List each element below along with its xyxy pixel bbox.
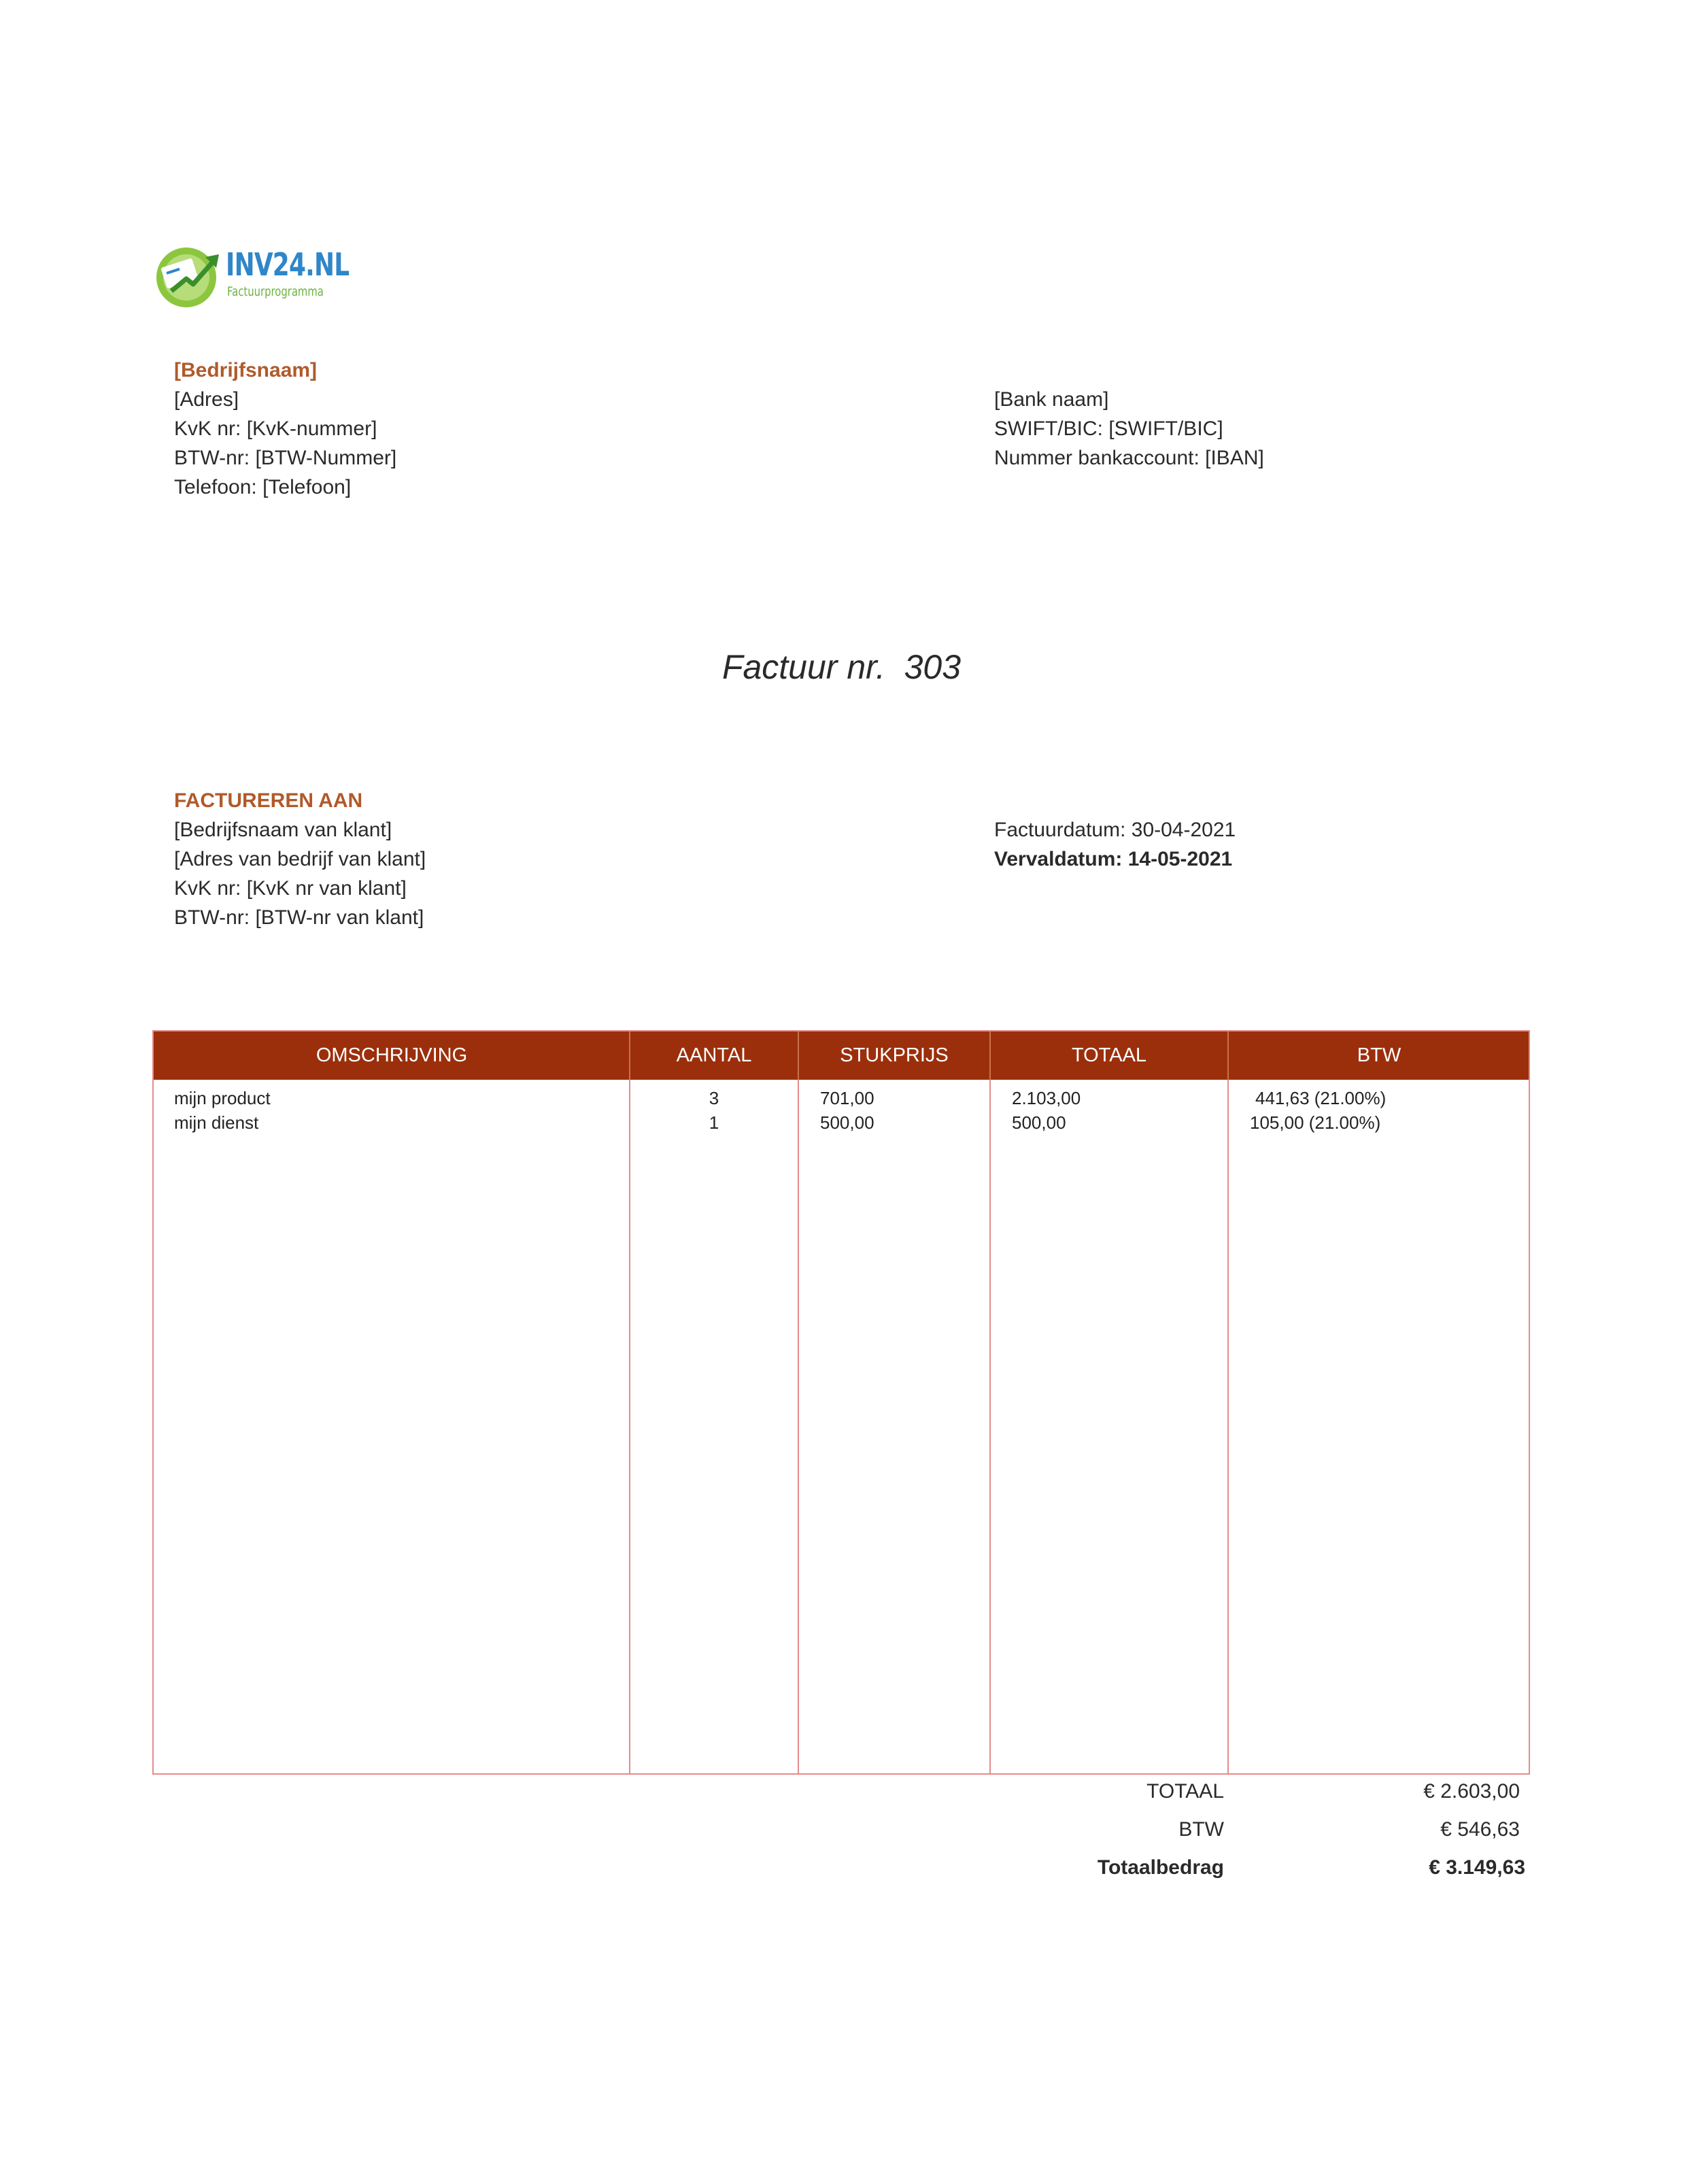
- column-divider: [1227, 1080, 1229, 1773]
- header-divider: [989, 1031, 991, 1080]
- company-logo: [151, 243, 350, 311]
- company-address: [Adres]: [174, 388, 239, 411]
- cell-unit-price: 701,00: [820, 1088, 874, 1108]
- cell-quantity: 3: [709, 1088, 719, 1108]
- cell-unit-price: 500,00: [820, 1112, 874, 1133]
- col-header-description: OMSCHRIJVING: [316, 1044, 468, 1066]
- cell-total: 2.103,00: [1012, 1088, 1081, 1108]
- column-divider: [989, 1080, 991, 1773]
- company-info: [174, 356, 396, 502]
- col-header-vat: BTW: [1357, 1044, 1401, 1066]
- company-name: [Bedrijfsnaam]: [174, 359, 318, 381]
- cell-description: mijn product: [174, 1088, 271, 1108]
- due-date: Vervaldatum: 14-05-2021: [994, 848, 1233, 870]
- company-phone: Telefoon: [Telefoon]: [174, 476, 352, 498]
- bank-info: [994, 385, 1264, 473]
- logo-name: INV24.NL: [226, 246, 350, 283]
- invoice-title: Factuur nr. 303: [721, 648, 962, 686]
- subtotal-value: € 2.603,00: [1423, 1780, 1520, 1803]
- grand-total-label: Totaalbedrag: [1097, 1856, 1224, 1879]
- bank-swift: SWIFT/BIC: [SWIFT/BIC]: [994, 417, 1223, 440]
- cell-description: mijn dienst: [174, 1112, 259, 1133]
- column-divider: [798, 1080, 799, 1773]
- company-kvk: KvK nr: [KvK-nummer]: [174, 417, 377, 440]
- client-address: [Adres van bedrijf van klant]: [174, 848, 426, 870]
- col-header-total: TOTAAL: [1071, 1044, 1147, 1066]
- invoice-date: Factuurdatum: 30-04-2021: [994, 819, 1236, 841]
- cell-quantity: 1: [709, 1112, 719, 1133]
- col-header-unit-price: STUKPRIJS: [840, 1044, 949, 1066]
- subtotal-label: TOTAAL: [1146, 1780, 1224, 1803]
- header-divider: [1227, 1031, 1229, 1080]
- table-header: [154, 1031, 1529, 1080]
- bill-to-heading: FACTUREREN AAN: [174, 789, 363, 812]
- logo-icon: [151, 243, 222, 311]
- cell-vat: 105,00 (21.00%): [1250, 1112, 1381, 1133]
- invoice-dates: [994, 815, 1236, 874]
- items-table: [152, 1030, 1530, 1775]
- header-divider: [629, 1031, 630, 1080]
- bill-to: [174, 786, 426, 932]
- bank-name: [Bank naam]: [994, 388, 1109, 411]
- client-name: [Bedrijfsnaam van klant]: [174, 819, 392, 841]
- column-divider: [629, 1080, 630, 1773]
- bank-account: Nummer bankaccount: [IBAN]: [994, 447, 1264, 469]
- col-header-quantity: AANTAL: [676, 1044, 752, 1066]
- cell-vat: 441,63 (21.00%): [1255, 1088, 1387, 1108]
- header-divider: [798, 1031, 799, 1080]
- company-btw: BTW-nr: [BTW-Nummer]: [174, 447, 397, 469]
- vat-total-value: € 546,63: [1440, 1818, 1520, 1841]
- client-btw: BTW-nr: [BTW-nr van klant]: [174, 906, 424, 929]
- client-kvk: KvK nr: [KvK nr van klant]: [174, 877, 407, 900]
- grand-total-value: € 3.149,63: [1429, 1856, 1525, 1879]
- cell-total: 500,00: [1012, 1112, 1066, 1133]
- logo-subtitle: Factuurprogramma: [227, 284, 324, 299]
- vat-total-label: BTW: [1178, 1818, 1224, 1841]
